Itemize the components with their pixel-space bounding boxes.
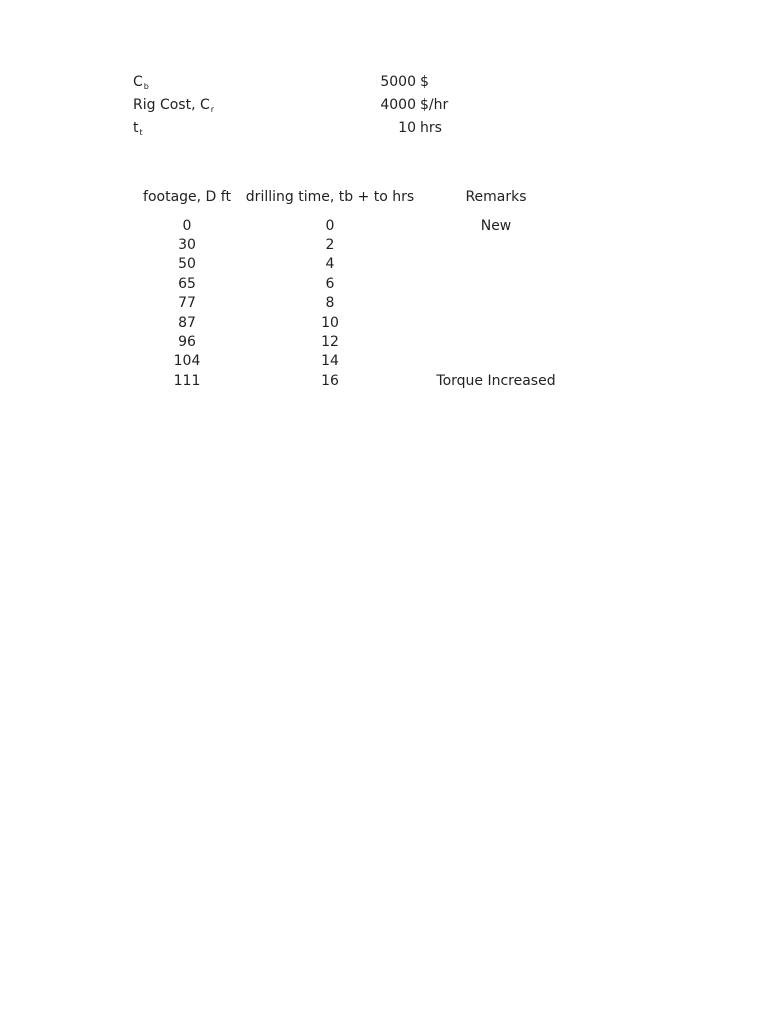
param-value: 5000 bbox=[380, 74, 416, 90]
cell-drilling-time: 6 bbox=[325, 276, 335, 292]
header-footage: footage, D ft bbox=[143, 189, 231, 205]
header-remarks: Remarks bbox=[465, 189, 527, 205]
cell-drilling-time: 8 bbox=[325, 295, 335, 311]
cell-footage: 104 bbox=[173, 353, 201, 369]
table-row bbox=[0, 333, 768, 352]
param-label: Rig Cost, $C_r$ bbox=[133, 97, 215, 114]
cell-footage: 77 bbox=[178, 295, 196, 311]
cell-footage: 96 bbox=[178, 334, 196, 350]
header-drilling-time: drilling time, tb + to hrs bbox=[245, 189, 415, 205]
cell-footage: 87 bbox=[178, 315, 196, 331]
cell-footage: 30 bbox=[178, 237, 196, 253]
table-row bbox=[0, 236, 768, 255]
table-row bbox=[0, 314, 768, 333]
param-label: $C_b$ bbox=[133, 74, 149, 91]
cell-footage: 50 bbox=[178, 256, 196, 272]
param-subscript: r bbox=[210, 105, 215, 114]
cell-drilling-time: 2 bbox=[325, 237, 335, 253]
cell-drilling-time: 0 bbox=[325, 218, 335, 234]
cell-remarks: Torque Increased bbox=[436, 373, 556, 389]
table-header bbox=[0, 187, 768, 207]
table-row bbox=[0, 255, 768, 274]
cell-drilling-time: 10 bbox=[321, 315, 339, 331]
param-unit: $ bbox=[420, 74, 429, 90]
param-row-trip-time bbox=[0, 118, 768, 138]
table-row bbox=[0, 352, 768, 371]
param-unit: $/hr bbox=[420, 97, 449, 113]
param-unit: hrs bbox=[420, 120, 442, 136]
cell-drilling-time: 4 bbox=[325, 256, 335, 272]
cell-footage: 65 bbox=[178, 276, 196, 292]
cell-footage: 111 bbox=[173, 373, 201, 389]
param-label: $t_t$ bbox=[133, 120, 143, 137]
table-row bbox=[0, 275, 768, 294]
table-row bbox=[0, 294, 768, 313]
table-row bbox=[0, 372, 768, 391]
cell-drilling-time: 12 bbox=[321, 334, 339, 350]
param-subscript: t bbox=[139, 128, 143, 137]
param-row-rig-cost bbox=[0, 95, 768, 115]
cell-drilling-time: 16 bbox=[321, 373, 339, 389]
param-subscript: b bbox=[143, 82, 149, 91]
cell-footage: 0 bbox=[182, 218, 192, 234]
param-row-bit-cost bbox=[0, 72, 768, 92]
cell-remarks: New bbox=[480, 218, 512, 234]
table-row bbox=[0, 217, 768, 236]
param-value: 10 bbox=[398, 120, 416, 136]
param-value: 4000 bbox=[380, 97, 416, 113]
cell-drilling-time: 14 bbox=[321, 353, 339, 369]
